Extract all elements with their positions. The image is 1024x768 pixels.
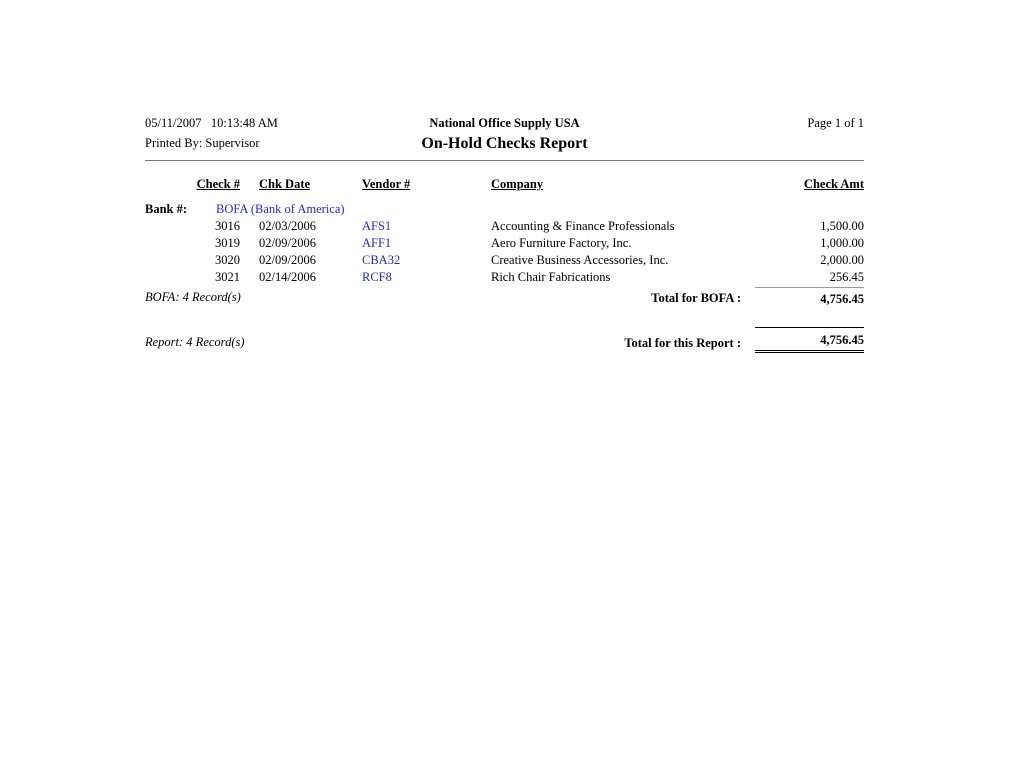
column-header-company: Company <box>491 177 544 191</box>
company-cell: Accounting & Finance Professionals <box>491 219 675 233</box>
company-cell: Rich Chair Fabrications <box>491 270 611 284</box>
table-row <box>145 253 864 268</box>
chk-date-cell: 02/09/2006 <box>259 253 316 267</box>
report-total-label: Total for this Report : <box>624 336 741 350</box>
vendor-link[interactable]: CBA32 <box>362 253 401 267</box>
bank-total-label: Total for BOFA : <box>651 291 741 305</box>
bank-number-value[interactable]: BOFA (Bank of America) <box>216 202 345 216</box>
bank-total-amount: 4,756.45 <box>755 287 864 307</box>
report-total-amount: 4,756.45 <box>755 327 864 353</box>
chk-date-cell: 02/09/2006 <box>259 236 316 250</box>
bank-group-header <box>145 202 864 217</box>
vendor-link[interactable]: AFF1 <box>362 236 392 250</box>
chk-date-cell: 02/14/2006 <box>259 270 316 284</box>
check-no-cell: 3020 <box>215 253 240 267</box>
page-indicator: Page 1 of 1 <box>807 116 864 130</box>
amount-cell: 2,000.00 <box>820 253 864 267</box>
chk-date-cell: 02/03/2006 <box>259 219 316 233</box>
column-header-check-no: Check # <box>196 177 240 191</box>
vendor-link[interactable]: RCF8 <box>362 270 392 284</box>
check-no-cell: 3016 <box>215 219 240 233</box>
table-row <box>145 270 864 285</box>
report-datetime: 05/11/2007 10:13:48 AM <box>145 116 278 130</box>
report-record-count: Report: 4 Record(s) <box>145 335 245 349</box>
bank-record-count: BOFA: 4 Record(s) <box>145 290 241 304</box>
company-name: National Office Supply USA <box>429 116 580 130</box>
bank-number-label: Bank #: <box>145 202 188 216</box>
table-row <box>145 219 864 234</box>
check-no-cell: 3021 <box>215 270 240 284</box>
column-header-chk-date: Chk Date <box>259 177 311 191</box>
column-header-check-amt: Check Amt <box>803 177 864 191</box>
company-cell: Creative Business Accessories, Inc. <box>491 253 669 267</box>
column-header-row <box>145 177 864 192</box>
report-page <box>145 0 864 768</box>
column-header-vendor: Vendor # <box>362 177 411 191</box>
check-no-cell: 3019 <box>215 236 240 250</box>
company-cell: Aero Furniture Factory, Inc. <box>491 236 632 250</box>
amount-cell: 1,500.00 <box>820 219 864 233</box>
amount-cell: 256.45 <box>829 270 864 284</box>
table-row <box>145 236 864 251</box>
amount-cell: 1,000.00 <box>820 236 864 250</box>
printed-by: Printed By: Supervisor <box>145 136 260 150</box>
vendor-link[interactable]: AFS1 <box>362 219 392 233</box>
report-title: On-Hold Checks Report <box>421 135 588 152</box>
header-rule <box>145 160 864 161</box>
